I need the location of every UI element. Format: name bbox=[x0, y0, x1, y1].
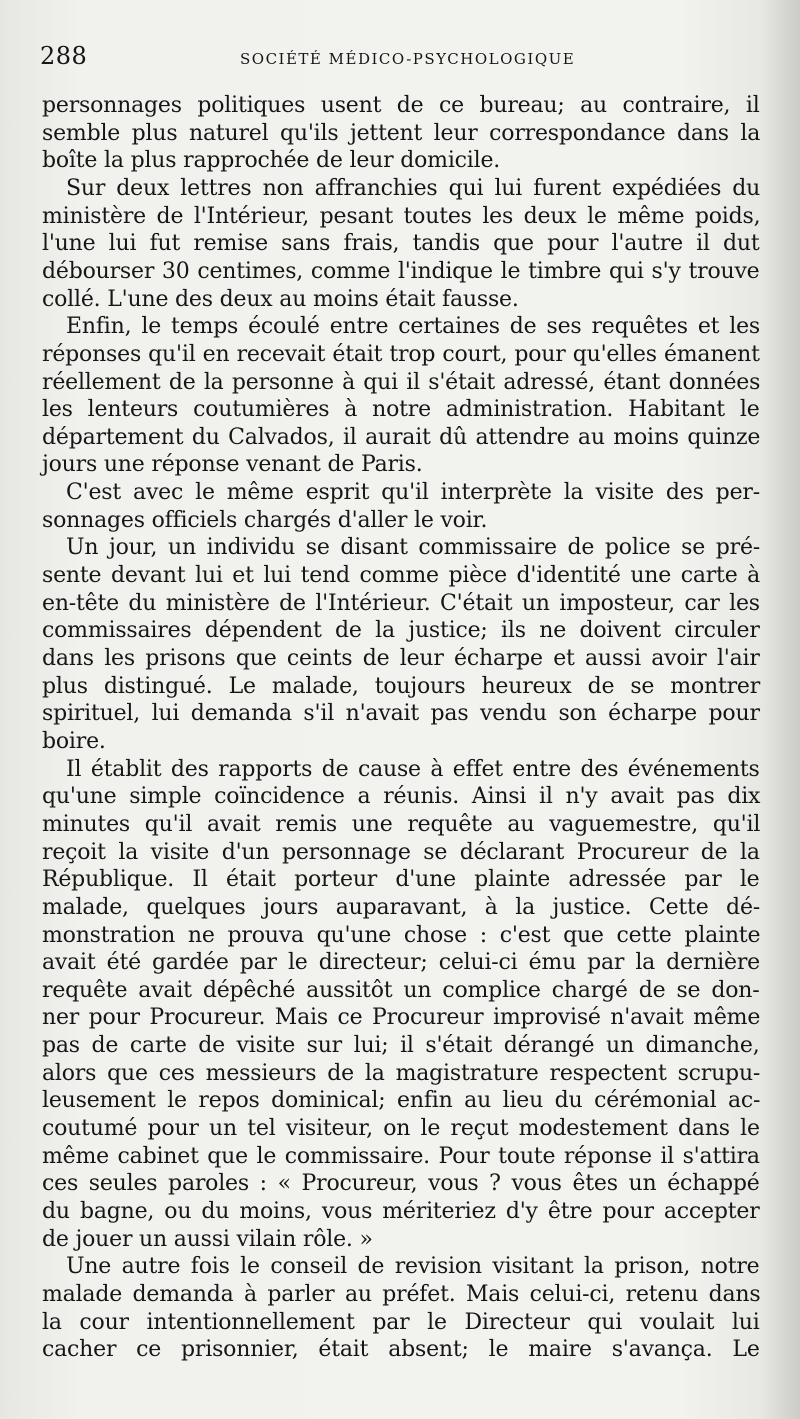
text-line: l'une lui fut remise sans frais, tandis que pour l'autre il dut bbox=[42, 231, 760, 257]
text-line: en-tête du ministère de l'Intérieur. C'était un imposteur, car les bbox=[42, 590, 760, 616]
text-line: collé. L'une des deux au moins était fausse. bbox=[42, 286, 519, 312]
text-line: leusement le repos dominical; enfin au lieu du cérémonial ac- bbox=[42, 1088, 761, 1114]
page-edge-shadow bbox=[760, 0, 800, 1419]
text-line: du bagne, ou du moins, vous mériteriez d'y être pour accepter bbox=[42, 1199, 760, 1224]
text-line: Sur deux lettres non affranchies qui lui furent expédiées du bbox=[66, 175, 761, 201]
text-line: sente devant lui et lui tend comme pièce d'identité une carte à bbox=[42, 563, 761, 589]
text-line: qu'une simple coïncidence a réunis. Ainsi il n'y avait pas dix bbox=[42, 784, 761, 810]
text-line: C'est avec le même esprit qu'il interprète la visite des per- bbox=[66, 480, 760, 506]
text-line: même cabinet que le commissaire. Pour toute réponse il s'attira bbox=[42, 1143, 760, 1169]
text-line: cacher ce prisonnier, était absent; le maire s'avança. Le bbox=[42, 1337, 760, 1363]
page-header bbox=[40, 42, 760, 76]
text-line: réponses qu'il en recevait était trop court, pour qu'elles émanent bbox=[42, 341, 760, 367]
text-line: reçoit la visite d'un personnage se déclarant Procureur de la bbox=[42, 839, 760, 865]
text-line: semble plus naturel qu'ils jettent leur correspondance dans la bbox=[42, 120, 761, 146]
text-line: département du Calvados, il aurait dû attendre au moins quinze bbox=[42, 424, 761, 450]
text-line: boire. bbox=[42, 728, 106, 754]
text-line: spirituel, lui demanda s'il n'avait pas vendu son écharpe pour bbox=[42, 701, 760, 727]
text-line: réellement de la personne à qui il s'était adressé, étant données bbox=[42, 369, 761, 395]
text-line: sonnages officiels chargés d'aller le voir. bbox=[42, 507, 488, 533]
running-head: SOCIÉTÉ MÉDICO-PSYCHOLOGIQUE bbox=[240, 50, 576, 68]
text-line: débourser 30 centimes, comme l'indique le timbre qui s'y trouve bbox=[42, 258, 760, 284]
text-line: malade demanda à parler au préfet. Mais celui-ci, retenu dans bbox=[42, 1281, 761, 1307]
text-line: alors que ces messieurs de la magistrature respectent scrupu- bbox=[42, 1060, 761, 1086]
text-line: ministère de l'Intérieur, pesant toutes les deux le même poids, bbox=[42, 203, 761, 229]
text-line: requête avait dépêché aussitôt un complice chargé de se don- bbox=[42, 977, 760, 1003]
text-line: plus distingué. Le malade, toujours heureux de se montrer bbox=[42, 673, 761, 699]
text-line: République. Il était porteur d'une plainte adressée par le bbox=[42, 867, 760, 893]
text-line: Il établit des rapports de cause à effet entre des événements bbox=[66, 756, 760, 782]
text-line: minutes qu'il avait remis une requête au vaguemestre, qu'il bbox=[42, 811, 761, 837]
text-line: avait été gardée par le directeur; celui-ci ému par la dernière bbox=[42, 950, 760, 976]
text-line: malade, quelques jours auparavant, à la justice. Cette dé- bbox=[42, 894, 760, 920]
text-line: dans les prisons que ceints de leur écharpe et aussi avoir l'air bbox=[42, 646, 760, 671]
text-line: boîte la plus rapprochée de leur domicile. bbox=[42, 148, 501, 174]
text-line: ces seules paroles : « Procureur, vous ? vous êtes un échappé bbox=[42, 1171, 760, 1197]
text-line: commissaires dépendent de la justice; ils ne doivent circuler bbox=[42, 618, 760, 644]
text-line: jours une réponse venant de Paris. bbox=[42, 452, 423, 478]
text-line: monstration ne prouva qu'une chose : c'est que cette plainte bbox=[42, 922, 761, 948]
page-number: 288 bbox=[40, 42, 88, 70]
text-line: Une autre fois le conseil de revision visitant la prison, notre bbox=[66, 1254, 760, 1280]
text-line: de jouer un aussi vilain rôle. » bbox=[42, 1226, 373, 1252]
text-line: pas de carte de visite sur lui; il s'était dérangé un dimanche, bbox=[42, 1033, 760, 1059]
text-line: ner pour Procureur. Mais ce Procureur improvisé n'avait même bbox=[42, 1005, 761, 1031]
text-line: les lenteurs coutumières à notre administration. Habitant le bbox=[42, 397, 760, 423]
text-line: Un jour, un individu se disant commissaire de police se pré- bbox=[66, 535, 760, 561]
text-line: Enfin, le temps écoulé entre certaines de ses requêtes et les bbox=[66, 314, 761, 340]
text-line: la cour intentionnellement par le Directeur qui voulait lui bbox=[42, 1309, 760, 1335]
text-line: coutumé pour un tel visiteur, on le reçut modestement dans le bbox=[42, 1116, 760, 1142]
text-line: personnages politiques usent de ce bureau; au contraire, il bbox=[42, 93, 760, 118]
